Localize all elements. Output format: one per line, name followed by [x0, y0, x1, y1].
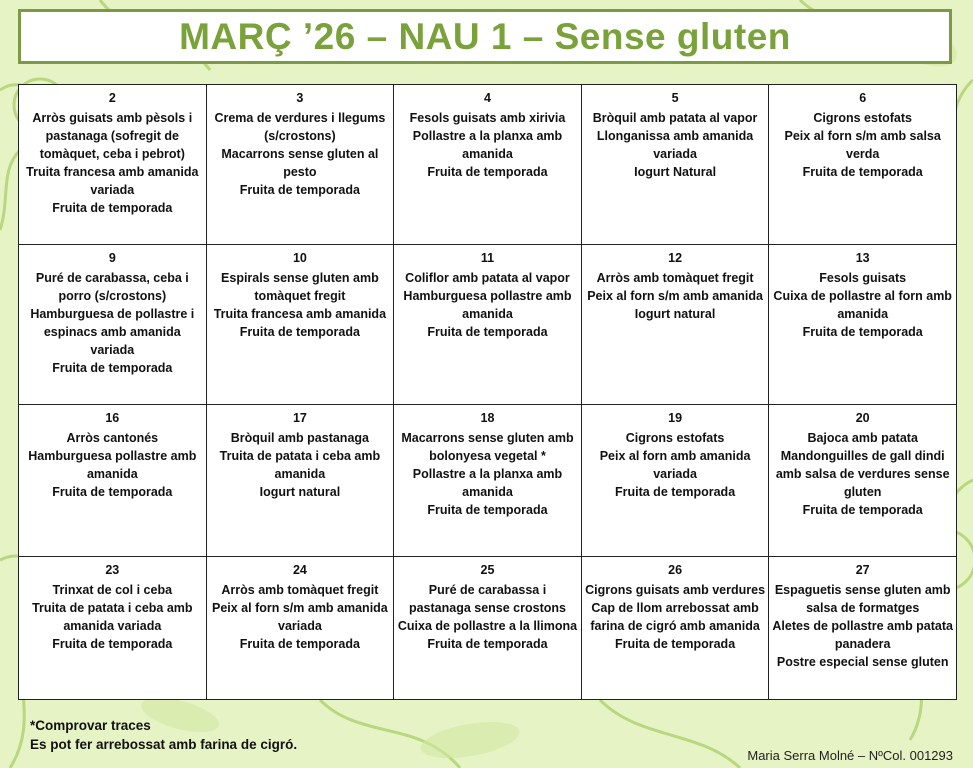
day-cell: [769, 85, 957, 245]
dish-dessert: Fruita de temporada: [802, 325, 923, 339]
day-cell: [206, 405, 394, 557]
dish-dessert: Fruita de temporada: [614, 485, 736, 499]
day-number: 18: [480, 411, 495, 425]
day-number: 16: [105, 411, 120, 425]
day-number: 26: [668, 563, 683, 577]
dish-dessert: Fruita de temporada: [52, 361, 173, 375]
dish-first: Fesols guisats: [819, 271, 907, 285]
day-cell: [206, 85, 394, 245]
dish-second: Truita francesa amb amanida: [213, 307, 387, 321]
dish-second: Peix al forn s/m amb salsa verda: [784, 129, 941, 161]
day-number: 25: [480, 563, 495, 577]
dish-second: Hamburguesa pollastre amb amanida: [28, 449, 197, 481]
day-number: 24: [292, 563, 307, 577]
dish-first: Bajoca amb patata: [807, 431, 918, 445]
day-number: 10: [292, 251, 307, 265]
dish-dessert: Fruita de temporada: [427, 165, 548, 179]
day-number: 5: [671, 91, 679, 105]
day-cell: [394, 245, 582, 405]
dish-second: Cuixa de pollastre a la llimona: [397, 619, 578, 633]
note-traces: *Comprovar traces: [30, 718, 151, 733]
dish-dessert: Fruita de temporada: [427, 637, 548, 651]
dish-first: Macarrons sense gluten amb bolonyesa vegetal *: [401, 431, 574, 463]
dish-first: Bròquil amb pastanaga: [230, 431, 369, 445]
day-number: 27: [855, 563, 870, 577]
footnotes: [30, 716, 297, 754]
day-number: 2: [108, 91, 116, 105]
day-cell: [769, 405, 957, 557]
day-cell: [581, 557, 769, 700]
dish-dessert: Fruita de temporada: [239, 325, 360, 339]
dish-second: Cap de llom arrebossat amb farina de cigró amb amanida: [590, 601, 760, 633]
day-cell: [581, 245, 769, 405]
dish-first: Trinxat de col i ceba: [52, 583, 173, 597]
dish-second: Cuixa de pollastre al forn amb amanida: [773, 289, 952, 321]
author-signature: Maria Serra Molné – NºCol. 001293: [747, 748, 953, 763]
dish-first: Crema de verdures i llegums (s/crostons): [214, 111, 386, 143]
dish-first: Espirals sense gluten amb tomàquet fregit: [221, 271, 379, 303]
dish-second: Macarrons sense gluten al pesto: [221, 147, 379, 179]
dish-dessert: Fruita de temporada: [802, 503, 923, 517]
day-cell: [394, 85, 582, 245]
day-cell: [19, 405, 207, 557]
dish-dessert: Fruita de temporada: [427, 325, 548, 339]
dish-dessert: Fruita de temporada: [614, 637, 736, 651]
day-cell: [769, 245, 957, 405]
day-cell: [19, 85, 207, 245]
dish-first: Cigrons estofats: [813, 111, 912, 125]
week-row: [19, 557, 957, 700]
dish-first: Cigrons guisats amb verdures: [585, 583, 766, 597]
note-breading: Es pot fer arrebossat amb farina de cigró.: [30, 737, 298, 752]
day-cell: [19, 557, 207, 700]
day-cell: [581, 85, 769, 245]
dish-dessert: Fruita de temporada: [52, 637, 173, 651]
day-cell: [769, 557, 957, 700]
page-title: MARÇ ’26 – NAU 1 – Sense gluten: [179, 15, 791, 57]
day-cell: [206, 245, 394, 405]
dish-dessert: Fruita de temporada: [427, 503, 548, 517]
dish-dessert: Iogurt natural: [259, 485, 341, 499]
dish-second: Hamburguesa de pollastre i espinacs amb amanida variada: [30, 307, 195, 357]
dish-second: Peix al forn s/m amb amanida: [587, 289, 763, 303]
dish-second: Hamburguesa pollastre amb amanida: [403, 289, 572, 321]
dish-first: Puré de carabassa i pastanaga sense crostons: [408, 583, 566, 615]
day-number: 12: [668, 251, 683, 265]
dish-second: Mandonguilles de gall dindi amb salsa de verdures sense gluten: [775, 449, 950, 499]
dish-first: Arròs amb tomàquet fregit: [596, 271, 754, 285]
dish-second: Aletes de pollastre amb patata panadera: [772, 619, 953, 651]
day-cell: [394, 557, 582, 700]
dish-second: Truita de patata i ceba amb amanida variada: [32, 601, 193, 633]
title-banner: [18, 9, 952, 64]
menu-calendar: [18, 84, 957, 700]
dish-dessert: Postre especial sense gluten: [776, 655, 949, 669]
day-cell: [206, 557, 394, 700]
dish-first: Espaguetis sense gluten amb salsa de formatges: [774, 583, 951, 615]
dish-first: Cigrons estofats: [625, 431, 725, 445]
week-row: [19, 405, 957, 557]
dish-first: Bròquil amb patata al vapor: [592, 111, 758, 125]
dish-dessert: Fruita de temporada: [52, 201, 173, 215]
dish-dessert: Fruita de temporada: [52, 485, 173, 499]
dish-dessert: Fruita de temporada: [239, 183, 360, 197]
week-row: [19, 85, 957, 245]
day-number: 4: [484, 91, 491, 105]
dish-first: Puré de carabassa, ceba i porro (s/crostons): [35, 271, 189, 303]
dish-first: Arròs amb tomàquet fregit: [221, 583, 379, 597]
dish-dessert: Fruita de temporada: [239, 637, 360, 651]
day-number: 9: [108, 251, 116, 265]
dish-second: Pollastre a la planxa amb amanida: [412, 129, 563, 161]
dish-second: Truita francesa amb amanida variada: [26, 165, 199, 197]
dish-first: Arròs guisats amb pèsols i pastanaga (sofregit de tomàquet, ceba i pebrot): [32, 111, 193, 161]
day-number: 13: [855, 251, 870, 265]
dish-dessert: Fruita de temporada: [802, 165, 923, 179]
day-number: 23: [105, 563, 120, 577]
dish-second: Pollastre a la planxa amb amanida: [412, 467, 563, 499]
dish-second: Truita de patata i ceba amb amanida: [219, 449, 381, 481]
dish-dessert: Iogurt natural: [634, 307, 716, 321]
dish-dessert: Iogurt Natural: [634, 165, 717, 179]
day-cell: [19, 245, 207, 405]
dish-first: Arròs cantonés: [66, 431, 159, 445]
dish-second: Llonganissa amb amanida variada: [596, 129, 754, 161]
day-cell: [581, 405, 769, 557]
dish-second: Peix al forn amb amanida variada: [599, 449, 751, 481]
dish-first: Coliflor amb patata al vapor: [405, 271, 570, 285]
day-number: 19: [668, 411, 683, 425]
day-cell: [394, 405, 582, 557]
day-number: 6: [859, 91, 867, 105]
dish-first: Fesols guisats amb xirivia: [409, 111, 566, 125]
day-number: 11: [480, 251, 495, 265]
day-number: 3: [296, 91, 304, 105]
day-number: 20: [855, 411, 870, 425]
dish-second: Peix al forn s/m amb amanida variada: [212, 601, 388, 633]
day-number: 17: [292, 411, 307, 425]
week-row: [19, 245, 957, 405]
